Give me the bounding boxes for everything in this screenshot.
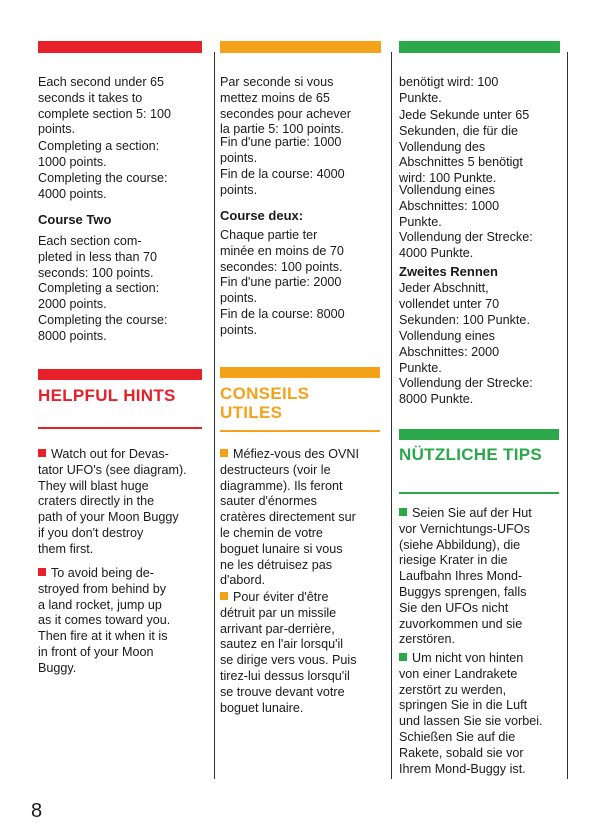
german-course-two-heading: Zweites Rennen [399, 264, 498, 279]
english-paragraph: Each section com- pleted in less than 70 seconds: 100 points. [38, 234, 158, 280]
bullet-square-icon [399, 653, 407, 661]
german-hints-rule [399, 492, 559, 494]
french-paragraph: Fin d'une partie: 1000 points. [220, 135, 342, 165]
german-column [399, 0, 561, 780]
german-hints-bar [399, 429, 559, 440]
french-hint: Pour éviter d'être détruit par un missile arrivant par-derrière, sautez en l'air lorsqu'il se dirige vers vous. Puis tirez-lui dessus lorsqu'il se trouve devant votre boguet lunaire. [220, 590, 357, 715]
french-paragraph: Par seconde si vous mettez moins de 65 secondes pour achever la partie 5: 100 points. [220, 75, 351, 137]
german-paragraph: Vollendung eines Abschnittes: 1000 Punkte. [399, 183, 500, 229]
bullet-square-icon [220, 592, 228, 600]
french-hints-rule [220, 430, 380, 432]
german-paragraph: benötigt wird: 100 Punkte. [399, 75, 499, 105]
french-hint: Méfiez-vous des OVNI destructeurs (voir le diagramme). Ils feront sauter d'énormes cratères directement sur le chemin de votre boguet lunaire si vous ne les détruisez pas d'abord. [220, 447, 359, 588]
french-course-two-heading: Course deux: [220, 208, 304, 223]
english-hint: To avoid being de- stroyed from behind by a land rocket, jump up as it comes toward you. Then fire at it when it is in front of your Moon Buggy. [38, 566, 171, 675]
german-paragraph: Vollendung der Strecke: 4000 Punkte. [399, 230, 533, 260]
german-paragraph: Vollendung der Strecke: 8000 Punkte. [399, 376, 533, 406]
bullet-square-icon [38, 449, 46, 457]
german-paragraph: Jede Sekunde unter 65 Sekunden, die für die Vollendung des Abschnittes 5 benötigt wird: 100 Punkte. [399, 108, 530, 186]
english-paragraph: Completing the course: 8000 points. [38, 313, 168, 343]
german-paragraph: Vollendung eines Abschnittes: 2000 Punkte. [399, 329, 500, 375]
english-hints-bar [38, 369, 202, 380]
english-hint: Watch out for Devas- tator UFO's (see diagram). They will blast huge craters directly in the path of your Moon Buggy if you don't destroy them first. [38, 447, 187, 556]
english-paragraph: Each second under 65 seconds it takes to complete section 5: 100 points. [38, 75, 172, 137]
english-paragraph: Completing the course: 4000 points. [38, 171, 168, 201]
german-paragraph: Jeder Abschnitt, vollendet unter 70 Sekunden: 100 Punkte. [399, 281, 530, 327]
column-divider [567, 52, 568, 779]
english-paragraph: Completing a section: 2000 points. [38, 281, 160, 311]
english-hints-rule [38, 427, 202, 429]
french-paragraph: Fin de la course: 8000 points. [220, 307, 345, 337]
column-divider [391, 52, 392, 779]
bullet-square-icon [399, 508, 407, 516]
french-hints-title-line2: UTILES [220, 403, 283, 422]
bullet-square-icon [38, 568, 46, 576]
french-hints-title-line1: CONSEILS [220, 384, 310, 403]
english-course-two-heading: Course Two [38, 212, 112, 227]
page-number: 8 [31, 800, 43, 822]
french-paragraph: Fin de la course: 4000 points. [220, 167, 345, 197]
french-paragraph: Fin d'une partie: 2000 points. [220, 275, 342, 305]
english-hints-title: HELPFUL HINTS [38, 386, 176, 405]
english-paragraph: Completing a section: 1000 points. [38, 139, 160, 169]
german-hint: Seien Sie auf der Hut vor Vernichtungs-UFOs (siehe Abbildung), die riesige Krater in die Laufbahn Ihres Mond- Buggys sprengen, falls Sie den UFOs nicht zuvorkommen und sie zerstören. [399, 506, 532, 647]
french-hints-bar [220, 367, 380, 378]
bullet-square-icon [220, 449, 228, 457]
column-divider [214, 52, 215, 779]
german-hints-title: NÜTZLICHE TIPS [399, 445, 543, 464]
english-column [38, 0, 206, 780]
french-paragraph: Chaque partie ter minée en moins de 70 secondes: 100 points. [220, 228, 344, 274]
french-column [220, 0, 380, 780]
german-hint: Um nicht von hinten von einer Landrakete zerstört zu werden, springen Sie in die Luft und lassen Sie sie vorbei. Schießen Sie auf die Rakete, sobald sie vor Ihrem Mond-Buggy ist. [399, 651, 543, 776]
